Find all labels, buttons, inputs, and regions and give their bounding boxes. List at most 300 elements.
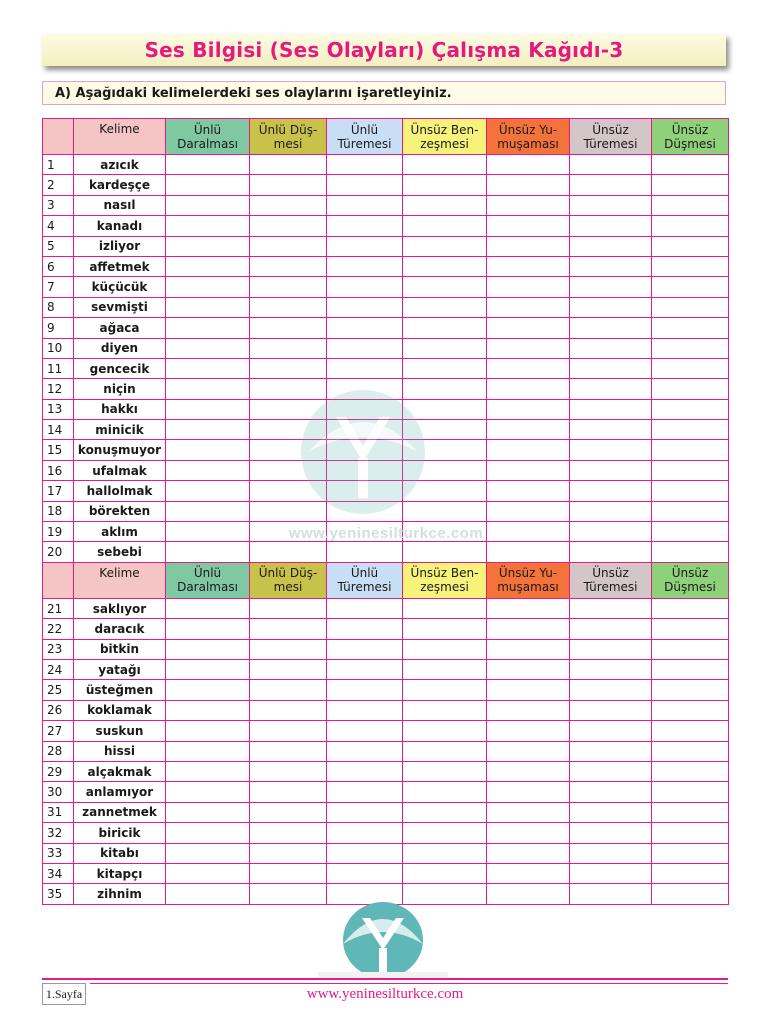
row-word: gencecik (74, 358, 166, 378)
answer-cell[interactable] (327, 741, 403, 761)
answer-cell[interactable] (250, 680, 327, 700)
row-word: aklım (74, 522, 166, 542)
worksheet-table (42, 118, 729, 905)
answer-cell[interactable] (652, 741, 729, 761)
answer-cell[interactable] (403, 338, 487, 358)
answer-cell[interactable] (166, 639, 250, 659)
answer-cell[interactable] (327, 399, 403, 419)
answer-cell[interactable] (487, 639, 570, 659)
answer-cell[interactable] (327, 501, 403, 521)
answer-cell[interactable] (487, 297, 570, 317)
answer-cell[interactable] (166, 598, 250, 618)
answer-cell[interactable] (250, 823, 327, 843)
answer-cell[interactable] (570, 277, 652, 297)
row-number: 7 (43, 277, 74, 297)
answer-cell[interactable] (403, 440, 487, 460)
row-number: 17 (43, 481, 74, 501)
answer-cell[interactable] (403, 598, 487, 618)
answer-cell[interactable] (403, 802, 487, 822)
answer-cell[interactable] (487, 823, 570, 843)
answer-cell[interactable] (487, 256, 570, 276)
answer-cell[interactable] (327, 236, 403, 256)
answer-cell[interactable] (652, 542, 729, 562)
answer-cell[interactable] (327, 700, 403, 720)
answer-cell[interactable] (487, 542, 570, 562)
row-word: diyen (74, 338, 166, 358)
answer-cell[interactable] (166, 338, 250, 358)
answer-cell[interactable] (250, 399, 327, 419)
answer-cell[interactable] (652, 440, 729, 460)
table-row (43, 639, 729, 659)
answer-cell[interactable] (166, 741, 250, 761)
answer-cell[interactable] (327, 338, 403, 358)
answer-cell[interactable] (570, 399, 652, 419)
answer-cell[interactable] (327, 721, 403, 741)
table-row (43, 843, 729, 863)
answer-cell[interactable] (166, 481, 250, 501)
answer-cell[interactable] (487, 802, 570, 822)
header-column-line1: Ünsüz (671, 122, 709, 137)
answer-cell[interactable] (250, 501, 327, 521)
answer-cell[interactable] (487, 379, 570, 399)
answer-cell[interactable] (250, 358, 327, 378)
answer-cell[interactable] (250, 884, 327, 904)
answer-cell[interactable] (403, 236, 487, 256)
answer-cell[interactable] (487, 761, 570, 781)
header-column-line2: muşaması (497, 580, 559, 595)
answer-cell[interactable] (652, 256, 729, 276)
answer-cell[interactable] (652, 843, 729, 863)
answer-cell[interactable] (652, 782, 729, 802)
row-number: 9 (43, 318, 74, 338)
answer-cell[interactable] (570, 823, 652, 843)
answer-cell[interactable] (403, 721, 487, 741)
answer-cell[interactable] (327, 175, 403, 195)
answer-cell[interactable] (570, 481, 652, 501)
answer-cell[interactable] (570, 379, 652, 399)
answer-cell[interactable] (652, 399, 729, 419)
answer-cell[interactable] (166, 680, 250, 700)
answer-cell[interactable] (487, 598, 570, 618)
answer-cell[interactable] (570, 802, 652, 822)
answer-cell[interactable] (487, 741, 570, 761)
answer-cell[interactable] (250, 700, 327, 720)
answer-cell[interactable] (487, 338, 570, 358)
answer-cell[interactable] (250, 659, 327, 679)
answer-cell[interactable] (570, 782, 652, 802)
row-word: bitkin (74, 639, 166, 659)
answer-cell[interactable] (487, 863, 570, 883)
answer-cell[interactable] (487, 619, 570, 639)
answer-cell[interactable] (166, 420, 250, 440)
answer-cell[interactable] (652, 338, 729, 358)
answer-cell[interactable] (403, 216, 487, 236)
answer-cell[interactable] (250, 379, 327, 399)
answer-cell[interactable] (250, 440, 327, 460)
answer-cell[interactable] (652, 522, 729, 542)
answer-cell[interactable] (570, 175, 652, 195)
answer-cell[interactable] (487, 884, 570, 904)
answer-cell[interactable] (403, 277, 487, 297)
answer-cell[interactable] (166, 358, 250, 378)
row-word: kitabı (74, 843, 166, 863)
answer-cell[interactable] (570, 501, 652, 521)
answer-cell[interactable] (327, 481, 403, 501)
answer-cell[interactable] (403, 863, 487, 883)
answer-cell[interactable] (570, 256, 652, 276)
answer-cell[interactable] (652, 318, 729, 338)
answer-cell[interactable] (250, 619, 327, 639)
answer-cell[interactable] (166, 782, 250, 802)
answer-cell[interactable] (570, 297, 652, 317)
answer-cell[interactable] (487, 195, 570, 215)
row-number: 28 (43, 741, 74, 761)
header-column-line2: zeşmesi (420, 136, 469, 151)
row-word: kanadı (74, 216, 166, 236)
answer-cell[interactable] (570, 460, 652, 480)
answer-cell[interactable] (327, 318, 403, 338)
answer-cell[interactable] (166, 619, 250, 639)
answer-cell[interactable] (250, 741, 327, 761)
answer-cell[interactable] (487, 236, 570, 256)
answer-cell[interactable] (327, 782, 403, 802)
row-number: 18 (43, 501, 74, 521)
answer-cell[interactable] (166, 175, 250, 195)
answer-cell[interactable] (487, 175, 570, 195)
answer-cell[interactable] (487, 843, 570, 863)
answer-cell[interactable] (487, 440, 570, 460)
answer-cell[interactable] (166, 542, 250, 562)
answer-cell[interactable] (487, 700, 570, 720)
answer-cell[interactable] (570, 700, 652, 720)
answer-cell[interactable] (166, 216, 250, 236)
answer-cell[interactable] (403, 358, 487, 378)
answer-cell[interactable] (327, 256, 403, 276)
answer-cell[interactable] (166, 460, 250, 480)
answer-cell[interactable] (250, 297, 327, 317)
answer-cell[interactable] (403, 318, 487, 338)
answer-cell[interactable] (327, 761, 403, 781)
answer-cell[interactable] (487, 680, 570, 700)
answer-cell[interactable] (403, 460, 487, 480)
row-number: 3 (43, 195, 74, 215)
header-column-2 (250, 562, 327, 598)
answer-cell[interactable] (166, 277, 250, 297)
row-number: 30 (43, 782, 74, 802)
answer-cell[interactable] (403, 481, 487, 501)
answer-cell[interactable] (652, 420, 729, 440)
answer-cell[interactable] (166, 318, 250, 338)
answer-cell[interactable] (250, 481, 327, 501)
answer-cell[interactable] (250, 155, 327, 175)
answer-cell[interactable] (166, 802, 250, 822)
answer-cell[interactable] (487, 481, 570, 501)
answer-cell[interactable] (327, 440, 403, 460)
answer-cell[interactable] (652, 863, 729, 883)
table-row (43, 236, 729, 256)
answer-cell[interactable] (403, 639, 487, 659)
answer-cell[interactable] (166, 501, 250, 521)
answer-cell[interactable] (652, 884, 729, 904)
answer-cell[interactable] (166, 399, 250, 419)
row-word: nasıl (74, 195, 166, 215)
answer-cell[interactable] (570, 195, 652, 215)
answer-cell[interactable] (166, 700, 250, 720)
answer-cell[interactable] (487, 721, 570, 741)
answer-cell[interactable] (487, 420, 570, 440)
answer-cell[interactable] (250, 782, 327, 802)
header-column-line1: Ünlü (193, 122, 222, 137)
answer-cell[interactable] (652, 823, 729, 843)
answer-cell[interactable] (166, 843, 250, 863)
answer-cell[interactable] (166, 195, 250, 215)
answer-cell[interactable] (652, 155, 729, 175)
answer-cell[interactable] (250, 639, 327, 659)
answer-cell[interactable] (403, 522, 487, 542)
table-row (43, 680, 729, 700)
header-column-line1: Ünsüz (592, 122, 629, 137)
answer-cell[interactable] (487, 155, 570, 175)
answer-cell[interactable] (570, 598, 652, 618)
answer-cell[interactable] (570, 863, 652, 883)
answer-cell[interactable] (403, 782, 487, 802)
answer-cell[interactable] (250, 277, 327, 297)
answer-cell[interactable] (403, 175, 487, 195)
answer-cell[interactable] (652, 379, 729, 399)
row-number: 4 (43, 216, 74, 236)
header-column-line1: Ünlü Düş- (258, 566, 318, 581)
header-column-line2: Daralması (177, 580, 238, 595)
answer-cell[interactable] (250, 598, 327, 618)
answer-cell[interactable] (250, 420, 327, 440)
header-column-line2: Düşmesi (664, 136, 716, 151)
answer-cell[interactable] (250, 522, 327, 542)
table-row (43, 338, 729, 358)
answer-cell[interactable] (166, 155, 250, 175)
answer-cell[interactable] (250, 721, 327, 741)
answer-cell[interactable] (327, 823, 403, 843)
answer-cell[interactable] (652, 195, 729, 215)
answer-cell[interactable] (652, 680, 729, 700)
answer-cell[interactable] (403, 542, 487, 562)
header-word: Kelime (74, 119, 166, 155)
row-number: 16 (43, 460, 74, 480)
answer-cell[interactable] (570, 843, 652, 863)
answer-cell[interactable] (570, 639, 652, 659)
row-number: 33 (43, 843, 74, 863)
answer-cell[interactable] (570, 338, 652, 358)
answer-cell[interactable] (327, 277, 403, 297)
answer-cell[interactable] (403, 501, 487, 521)
instruction-box (42, 81, 726, 105)
answer-cell[interactable] (403, 420, 487, 440)
answer-cell[interactable] (487, 216, 570, 236)
answer-cell[interactable] (327, 598, 403, 618)
answer-cell[interactable] (166, 884, 250, 904)
answer-cell[interactable] (570, 659, 652, 679)
answer-cell[interactable] (250, 338, 327, 358)
answer-cell[interactable] (166, 823, 250, 843)
answer-cell[interactable] (652, 659, 729, 679)
header-column-line1: Ünsüz Yu- (498, 566, 558, 581)
answer-cell[interactable] (570, 884, 652, 904)
answer-cell[interactable] (652, 802, 729, 822)
header-column-5 (487, 119, 570, 155)
answer-cell[interactable] (166, 236, 250, 256)
answer-cell[interactable] (403, 761, 487, 781)
answer-cell[interactable] (403, 195, 487, 215)
answer-cell[interactable] (250, 863, 327, 883)
table-row (43, 175, 729, 195)
answer-cell[interactable] (250, 175, 327, 195)
answer-cell[interactable] (166, 659, 250, 679)
answer-cell[interactable] (250, 460, 327, 480)
table-row (43, 659, 729, 679)
answer-cell[interactable] (403, 399, 487, 419)
row-word: zannetmek (74, 802, 166, 822)
answer-cell[interactable] (570, 619, 652, 639)
row-number: 6 (43, 256, 74, 276)
row-word: suskun (74, 721, 166, 741)
answer-cell[interactable] (327, 802, 403, 822)
answer-cell[interactable] (166, 256, 250, 276)
answer-cell[interactable] (487, 782, 570, 802)
answer-cell[interactable] (487, 659, 570, 679)
answer-cell[interactable] (166, 863, 250, 883)
answer-cell[interactable] (652, 761, 729, 781)
answer-cell[interactable] (327, 619, 403, 639)
answer-cell[interactable] (327, 420, 403, 440)
answer-cell[interactable] (403, 843, 487, 863)
footer-divider-thin (90, 983, 728, 984)
row-word: sebebi (74, 542, 166, 562)
answer-cell[interactable] (403, 659, 487, 679)
row-number: 32 (43, 823, 74, 843)
answer-cell[interactable] (327, 542, 403, 562)
answer-cell[interactable] (570, 721, 652, 741)
table-row (43, 863, 729, 883)
answer-cell[interactable] (327, 863, 403, 883)
answer-cell[interactable] (570, 216, 652, 236)
answer-cell[interactable] (487, 318, 570, 338)
answer-cell[interactable] (652, 358, 729, 378)
answer-cell[interactable] (487, 358, 570, 378)
answer-cell[interactable] (250, 236, 327, 256)
answer-cell[interactable] (327, 460, 403, 480)
answer-cell[interactable] (487, 277, 570, 297)
answer-cell[interactable] (403, 741, 487, 761)
answer-cell[interactable] (487, 522, 570, 542)
answer-cell[interactable] (166, 522, 250, 542)
answer-cell[interactable] (327, 155, 403, 175)
answer-cell[interactable] (327, 379, 403, 399)
answer-cell[interactable] (652, 501, 729, 521)
answer-cell[interactable] (652, 175, 729, 195)
answer-cell[interactable] (487, 501, 570, 521)
header-column-line2: Türemesi (337, 136, 392, 151)
answer-cell[interactable] (570, 358, 652, 378)
answer-cell[interactable] (652, 481, 729, 501)
row-number: 13 (43, 399, 74, 419)
answer-cell[interactable] (327, 843, 403, 863)
answer-cell[interactable] (327, 659, 403, 679)
answer-cell[interactable] (166, 721, 250, 741)
row-word: kardeşçe (74, 175, 166, 195)
answer-cell[interactable] (403, 297, 487, 317)
answer-cell[interactable] (570, 542, 652, 562)
answer-cell[interactable] (403, 680, 487, 700)
table-row (43, 823, 729, 843)
answer-cell[interactable] (250, 761, 327, 781)
answer-cell[interactable] (652, 277, 729, 297)
answer-cell[interactable] (570, 680, 652, 700)
answer-cell[interactable] (166, 297, 250, 317)
answer-cell[interactable] (250, 256, 327, 276)
answer-cell[interactable] (570, 741, 652, 761)
answer-cell[interactable] (487, 460, 570, 480)
answer-cell[interactable] (166, 440, 250, 460)
answer-cell[interactable] (487, 399, 570, 419)
answer-cell[interactable] (403, 155, 487, 175)
answer-cell[interactable] (652, 598, 729, 618)
answer-cell[interactable] (570, 761, 652, 781)
answer-cell[interactable] (327, 522, 403, 542)
answer-cell[interactable] (652, 619, 729, 639)
table-row (43, 318, 729, 338)
answer-cell[interactable] (166, 379, 250, 399)
answer-cell[interactable] (250, 802, 327, 822)
row-word: niçin (74, 379, 166, 399)
header-column-line2: muşaması (497, 136, 559, 151)
answer-cell[interactable] (327, 358, 403, 378)
answer-cell[interactable] (250, 843, 327, 863)
answer-cell[interactable] (250, 216, 327, 236)
answer-cell[interactable] (570, 440, 652, 460)
answer-cell[interactable] (327, 297, 403, 317)
header-column-3 (327, 562, 403, 598)
answer-cell[interactable] (652, 216, 729, 236)
answer-cell[interactable] (652, 460, 729, 480)
answer-cell[interactable] (403, 823, 487, 843)
answer-cell[interactable] (403, 619, 487, 639)
answer-cell[interactable] (652, 639, 729, 659)
answer-cell[interactable] (652, 700, 729, 720)
answer-cell[interactable] (570, 420, 652, 440)
answer-cell[interactable] (250, 195, 327, 215)
answer-cell[interactable] (327, 639, 403, 659)
answer-cell[interactable] (570, 155, 652, 175)
answer-cell[interactable] (403, 256, 487, 276)
answer-cell[interactable] (652, 236, 729, 256)
answer-cell[interactable] (570, 318, 652, 338)
answer-cell[interactable] (652, 297, 729, 317)
answer-cell[interactable] (652, 721, 729, 741)
answer-cell[interactable] (403, 700, 487, 720)
yeninesilturkce-logo-icon (318, 898, 448, 980)
answer-cell[interactable] (570, 236, 652, 256)
row-number: 21 (43, 598, 74, 618)
answer-cell[interactable] (327, 680, 403, 700)
answer-cell[interactable] (327, 195, 403, 215)
answer-cell[interactable] (250, 318, 327, 338)
answer-cell[interactable] (250, 542, 327, 562)
answer-cell[interactable] (166, 761, 250, 781)
answer-cell[interactable] (327, 216, 403, 236)
table-row (43, 700, 729, 720)
answer-cell[interactable] (403, 379, 487, 399)
answer-cell[interactable] (570, 522, 652, 542)
row-word: biricik (74, 823, 166, 843)
